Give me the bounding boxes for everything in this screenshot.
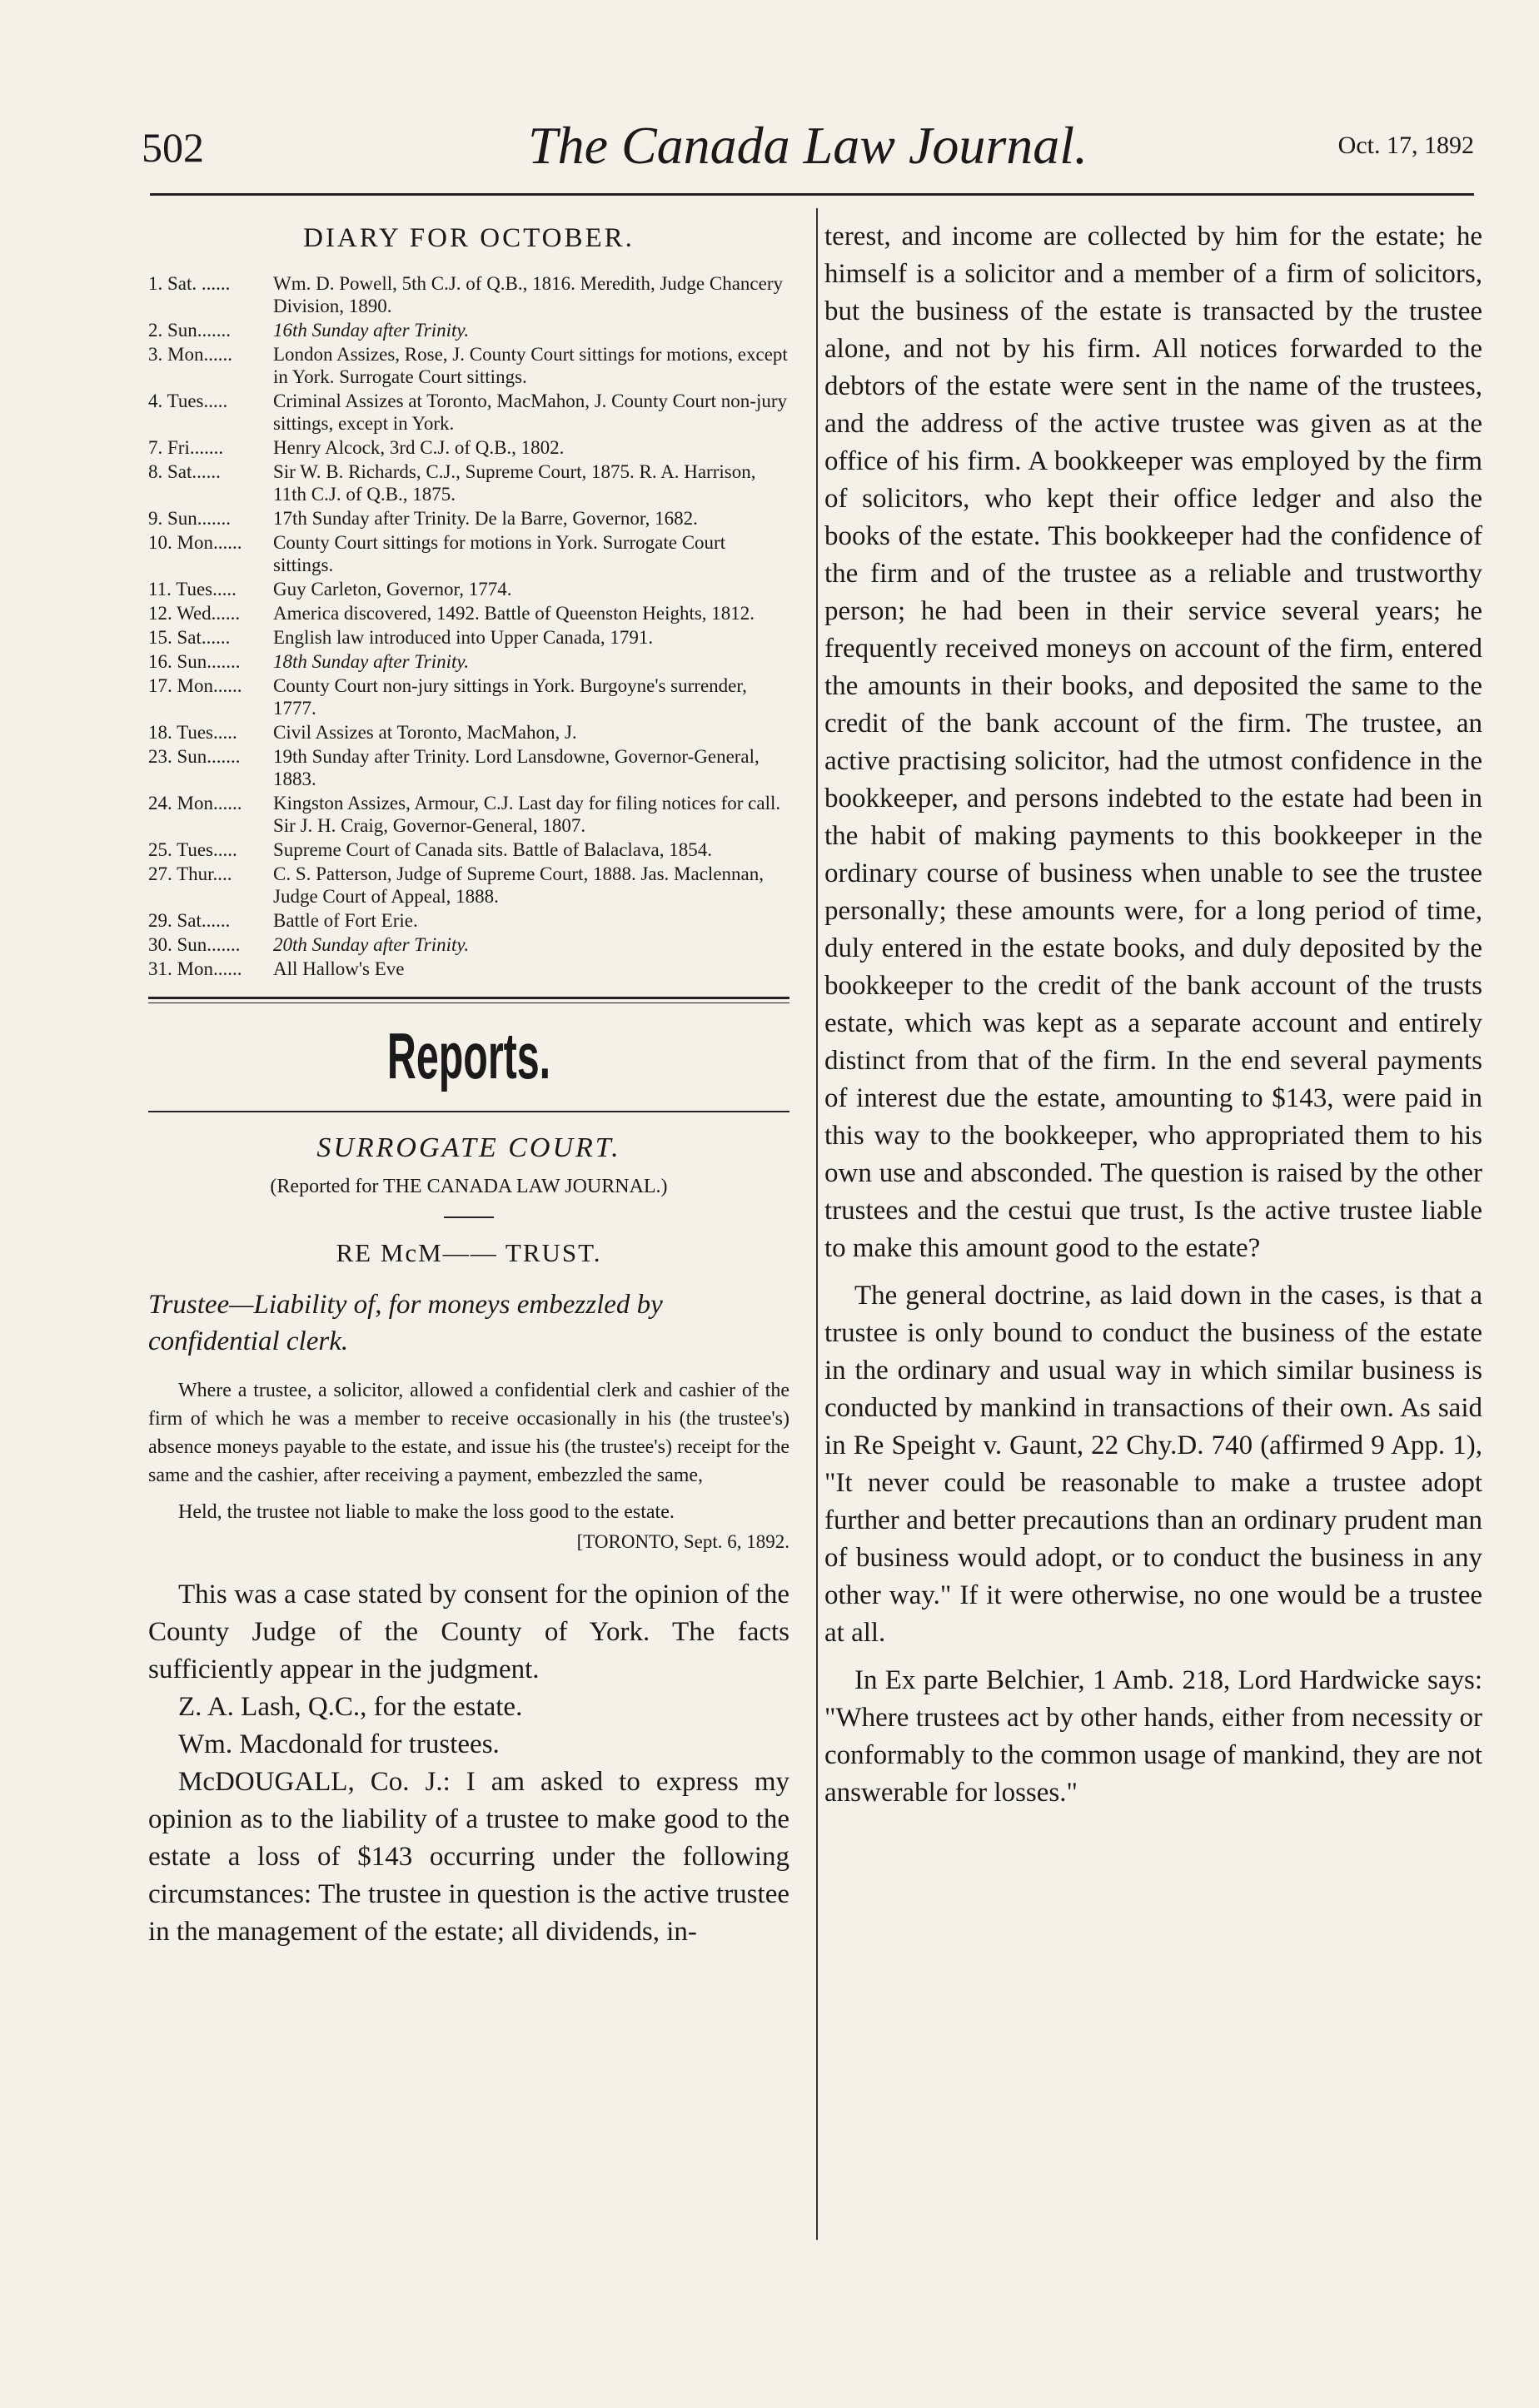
diary-date: 11. Tues..... (148, 579, 237, 600)
diary-entry (148, 863, 789, 908)
diary-date: 25. Tues..... (148, 839, 237, 860)
diary-text: County Court non-jury sittings in York. Burgoyne's surrender, 1777. (273, 675, 747, 719)
diary-date: 27. Thur.... (148, 863, 232, 884)
counsel-line: Z. A. Lash, Q.C., for the estate. (178, 1692, 523, 1722)
diary-entry (148, 531, 789, 576)
header-rule (150, 193, 1474, 196)
diary-entry (148, 674, 789, 719)
diary-entry (148, 507, 789, 530)
body-paragraph: In Ex parte Belchier, 1 Amb. 218, Lord Hardwicke says: "Where trustees act by other hands, either from necessity or conformably to the common usage of mankind, they are not answerable for losses." (824, 1665, 1482, 1808)
diary-date: 23. Sun....... (148, 746, 241, 767)
case-held: Held, the trustee not liable to make the loss good to the estate. (178, 1501, 675, 1523)
issue-date: Oct. 17, 1892 (1337, 132, 1474, 159)
diary-date: 10. Mon...... (148, 532, 242, 553)
case-summary: Where a trustee, a solicitor, allowed a confidential clerk and cashier of the firm of which he was a member to receive occasionally in his (the trustee's) absence moneys payable to the estate, and issue his (the trustee's) receipt for the same and the cashier, after receiving a payment, embezzled the same, (148, 1380, 789, 1486)
diary-date: 3. Mon...... (148, 344, 232, 365)
diary-date: 18. Tues..... (148, 722, 237, 743)
diary-text: Kingston Assizes, Armour, C.J. Last day for filing notices for call. Sir J. H. Craig, Governor-General, 1807. (273, 793, 781, 836)
diary-date: 24. Mon...... (148, 793, 242, 813)
diary-text: Henry Alcock, 3rd C.J. of Q.B., 1802. (273, 437, 565, 458)
diary-date: 30. Sun....... (148, 934, 241, 955)
diary-date: 29. Sat...... (148, 910, 231, 931)
diary-date: 9. Sun....... (148, 508, 232, 529)
diary-text: Criminal Assizes at Toronto, MacMahon, J. County Court non-jury sittings, except in York. (273, 391, 788, 434)
case-title: RE McM—— TRUST. (336, 1238, 602, 1267)
counsel-line: Wm. Macdonald for trustees. (178, 1729, 500, 1759)
diary-entry (148, 626, 789, 649)
diary-entry (148, 319, 789, 341)
diary-text: 20th Sunday after Trinity. (273, 934, 470, 955)
diary-text: All Hallow's Eve (273, 958, 405, 979)
heading-rule (148, 1111, 789, 1112)
diary-entry (148, 390, 789, 435)
diary-text: 18th Sunday after Trinity. (273, 651, 470, 672)
diary-date: 7. Fri....... (148, 437, 224, 458)
diary-entry (148, 838, 789, 861)
diary-entry (148, 602, 789, 624)
court-heading: SURROGATE COURT. (316, 1132, 621, 1163)
diary-text: C. S. Patterson, Judge of Supreme Court, 1888. Jas. Maclennan, Judge Court of Appeal, 1888. (273, 863, 764, 907)
page-number: 502 (142, 124, 204, 171)
diary-date: 15. Sat...... (148, 627, 231, 648)
journal-title: The Canada Law Journal. (527, 116, 1088, 175)
column-divider (816, 208, 818, 2240)
diary-entry (148, 343, 789, 388)
short-rule (444, 1216, 494, 1218)
diary-entry (148, 933, 789, 956)
body-paragraph: McDOUGALL, Co. J.: I am asked to express my opinion as to the liability of a trustee to make good to the estate a loss of $143 occurring under the following circumstances: The trustee in question is the active trustee in the management of the estate; all dividends, in- (148, 1767, 789, 1947)
diary-entry (148, 958, 789, 980)
body-paragraph: terest, and income are collected by him for the estate; he himself is a solicitor and a member of a firm of solicitors, but the business of the estate is transacted by the trustee alone, and not by his firm. All notices forwarded to the debtors of the estate were sent in the name of the trustees, and the address of the active trustee was given as at the office of his firm. A bookkeeper was employed by the firm of solicitors, who kept their office ledger and also the books of the estate. This bookkeeper had the confidence of the firm and of the trustee as a reliable and trustworthy person; he had been in their service several years; he frequently received moneys on account of the firm, entered the amounts in their books, and deposited the same to the credit of the bank account of the firm. The trustee, an active practising solicitor, had the utmost confidence in the bookkeeper, and persons indebted to the estate had been in the habit of making payments to this bookkeeper in the ordinary course of business when unable to see the trustee personally; these amounts were, for a long period of time, duly entered in the estate books, and duly deposited by the bookkeeper to the credit of the bank account of the trusts estate, which was kept as a separate account and entirely distinct from that of the firm. In the end several payments of interest due the estate, amounting to $143, were paid in this way to the bookkeeper, who appropriated them to his own use and absconded. The question is raised by the other trustees and the cestui que trust, Is the active trustee liable to make this amount good to the estate? (824, 221, 1482, 1263)
diary-date: 16. Sun....... (148, 651, 241, 672)
diary-text: Wm. D. Powell, 5th C.J. of Q.B., 1816. Meredith, Judge Chancery Division, 1890. (273, 273, 783, 316)
diary-entry (148, 460, 789, 505)
diary-text: London Assizes, Rose, J. County Court sittings for motions, except in York. Surrogate Court sittings. (273, 344, 788, 387)
diary-list (148, 272, 789, 980)
diary-text: Battle of Fort Erie. (273, 910, 418, 931)
page-header (142, 115, 1474, 190)
diary-entry (148, 578, 789, 600)
diary-text: County Court sittings for motions in York. Surrogate Court sittings. (273, 532, 726, 575)
section-rule (148, 997, 789, 1003)
diary-entry (148, 745, 789, 790)
body-paragraph: The general doctrine, as laid down in the cases, is that a trustee is only bound to conduct the business of the estate in the ordinary and usual way in which similar business is conducted by mankind in transactions of their own. As said in Re Speight v. Gaunt, 22 Chy.D. 740 (affirmed 9 App. 1), "It never could be reasonable to make a trustee adopt further and better precautions than an ordinary prudent man of business would adopt, or to conduct the business in any other way." If it were otherwise, no one would be a trustee at all. (824, 1281, 1482, 1648)
diary-text: 17th Sunday after Trinity. De la Barre, Governor, 1682. (273, 508, 698, 529)
right-column (824, 218, 1482, 1812)
diary-entry (148, 272, 789, 317)
case-headnote: Trustee—Liability of, for moneys embezzled by confidential clerk. (148, 1290, 663, 1356)
body-paragraph: This was a case stated by consent for the opinion of the County Judge of the County of York. The facts sufficiently appear in the judgment. (148, 1580, 789, 1684)
reported-for: (Reported for THE CANADA LAW JOURNAL.) (270, 1176, 668, 1197)
case-date: [TORONTO, Sept. 6, 1892. (576, 1531, 789, 1552)
diary-date: 2. Sun....... (148, 320, 232, 341)
diary-text: Supreme Court of Canada sits. Battle of Balaclava, 1854. (273, 839, 712, 860)
diary-date: 8. Sat...... (148, 461, 221, 482)
diary-entry (148, 792, 789, 837)
diary-entry (148, 721, 789, 744)
diary-text: Sir W. B. Richards, C.J., Supreme Court, 1875. R. A. Harrison, 11th C.J. of Q.B., 1875. (273, 461, 756, 505)
diary-title: DIARY FOR OCTOBER. (303, 223, 635, 253)
diary-date: 31. Mon...... (148, 958, 242, 979)
diary-entry (148, 650, 789, 673)
diary-text: English law introduced into Upper Canada, 1791. (273, 627, 654, 648)
diary-entry (148, 436, 789, 459)
diary-text: 16th Sunday after Trinity. (273, 320, 470, 341)
diary-date: 1. Sat. ...... (148, 273, 231, 294)
diary-text: Civil Assizes at Toronto, MacMahon, J. (273, 722, 577, 743)
diary-date: 4. Tues..... (148, 391, 228, 411)
diary-date: 12. Wed...... (148, 603, 241, 624)
diary-text: America discovered, 1492. Battle of Queenston Heights, 1812. (273, 603, 755, 624)
reports-heading: Reports. (386, 1019, 551, 1092)
diary-text: 19th Sunday after Trinity. Lord Lansdowne, Governor-General, 1883. (273, 746, 760, 789)
diary-text: Guy Carleton, Governor, 1774. (273, 579, 512, 600)
diary-date: 17. Mon...... (148, 675, 242, 696)
left-column (148, 218, 789, 1951)
diary-entry (148, 909, 789, 932)
